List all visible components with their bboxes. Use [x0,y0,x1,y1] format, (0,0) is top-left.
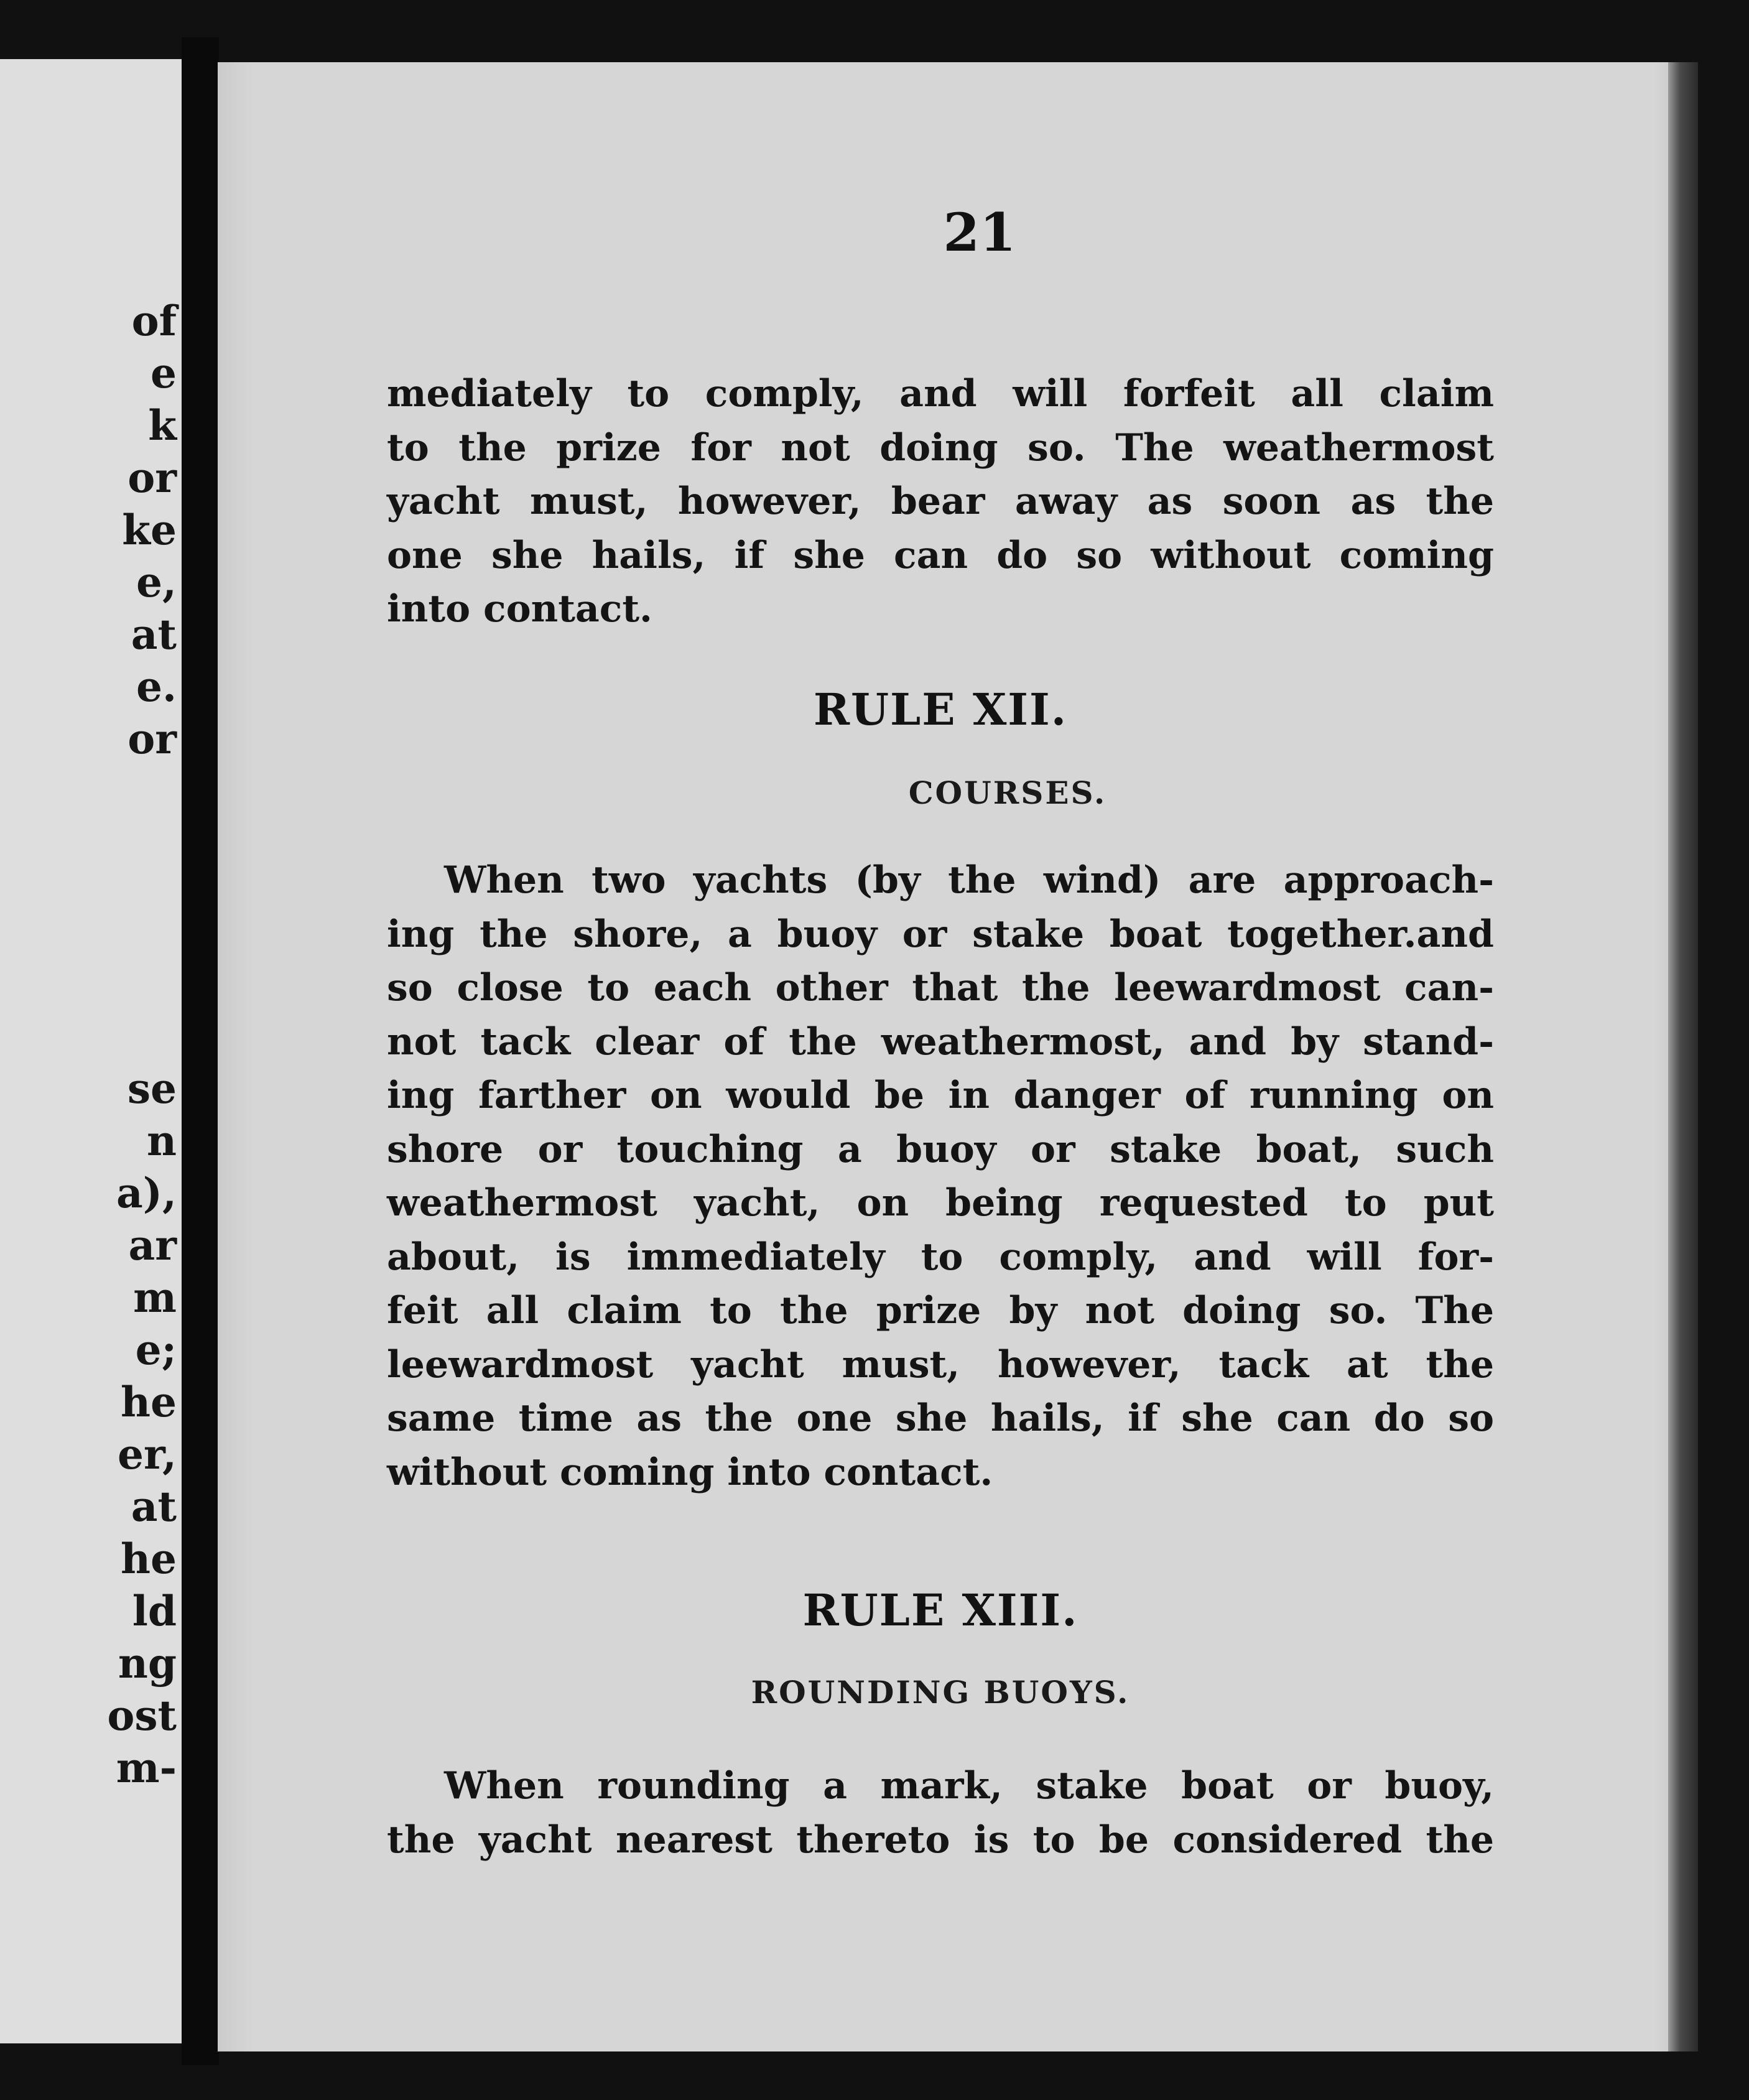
carryover-paragraph [387,367,1494,636]
rule-13-subheading: ROUNDING BUOYS. [751,1674,1130,1711]
facing-page-fragment: or [128,453,177,502]
book-gutter [182,37,219,2065]
book-page [218,62,1698,2051]
rule-12-heading: RULE XII. [813,684,1068,735]
text-line: mediately to comply, and will forfeit all claim [387,372,1494,416]
text-line: weathermost yacht, on being requested to put [387,1181,1494,1225]
facing-page-fragment: or [128,715,177,763]
facing-page-fragment: se [127,1064,177,1113]
facing-page-fragment: ld [132,1587,177,1635]
facing-page-fragment: at [131,1482,177,1531]
text-line: When rounding a mark, stake boat or buoy, [444,1764,1494,1808]
text-line: into contact. [387,587,652,631]
facing-page-fragment: ost [107,1691,177,1740]
facing-page-fragment: a), [116,1169,177,1217]
facing-page-fragment: n [147,1117,177,1165]
text-line: the yacht nearest thereto is to be considered the [387,1818,1494,1862]
facing-page-fragment: k [148,401,177,450]
text-line: without coming into contact. [387,1450,993,1494]
facing-page-fragment: e. [136,662,177,711]
facing-page-fragment: ke [122,506,177,554]
text-line: about, is immediately to comply, and will for- [387,1235,1494,1279]
text-line: yacht must, however, bear away as soon as the [387,480,1494,523]
facing-page-fragment: er, [118,1430,177,1479]
text-line: not tack clear of the weathermost, and by stand- [387,1020,1494,1064]
facing-page-fragment: he [121,1535,177,1583]
text-line: so close to each other that the leewardmost can- [387,966,1494,1010]
facing-page-fragment: of [131,297,177,345]
text-line: ing the shore, a buoy or stake boat together.and [387,912,1494,956]
rule-13-heading: RULE XIII. [802,1584,1079,1636]
text-line: shore or touching a buoy or stake boat, such [387,1127,1494,1171]
facing-page-fragment: e [151,349,177,397]
facing-page-fragment: at [131,610,177,659]
text-line: ing farther on would be in danger of running on [387,1074,1494,1117]
facing-page-fragment: ar [128,1221,177,1270]
facing-page-fragment: e, [136,558,177,606]
text-line: one she hails, if she can do so without coming [387,533,1494,577]
text-line: feit all claim to the prize by not doing so. The [387,1289,1494,1332]
rule-12-subheading: COURSES. [908,774,1107,811]
page-edge-shadow [1668,62,1698,2051]
text-line: same time as the one she hails, if she can do so [387,1396,1494,1440]
page-number: 21 [943,202,1016,263]
facing-page [0,59,182,2043]
rule-12-paragraph [387,853,1494,1499]
facing-page-fragment: e; [135,1326,177,1374]
facing-page-fragment: m [133,1273,177,1322]
text-line: When two yachts (by the wind) are approach- [444,858,1494,902]
rule-13-paragraph [387,1759,1494,1867]
facing-page-fragment: he [121,1378,177,1426]
facing-page-fragment: ng [118,1639,177,1688]
text-line: leewardmost yacht must, however, tack at the [387,1342,1494,1387]
text-line: to the prize for not doing so. The weathermost [387,425,1494,470]
facing-page-fragment: m- [116,1744,177,1792]
